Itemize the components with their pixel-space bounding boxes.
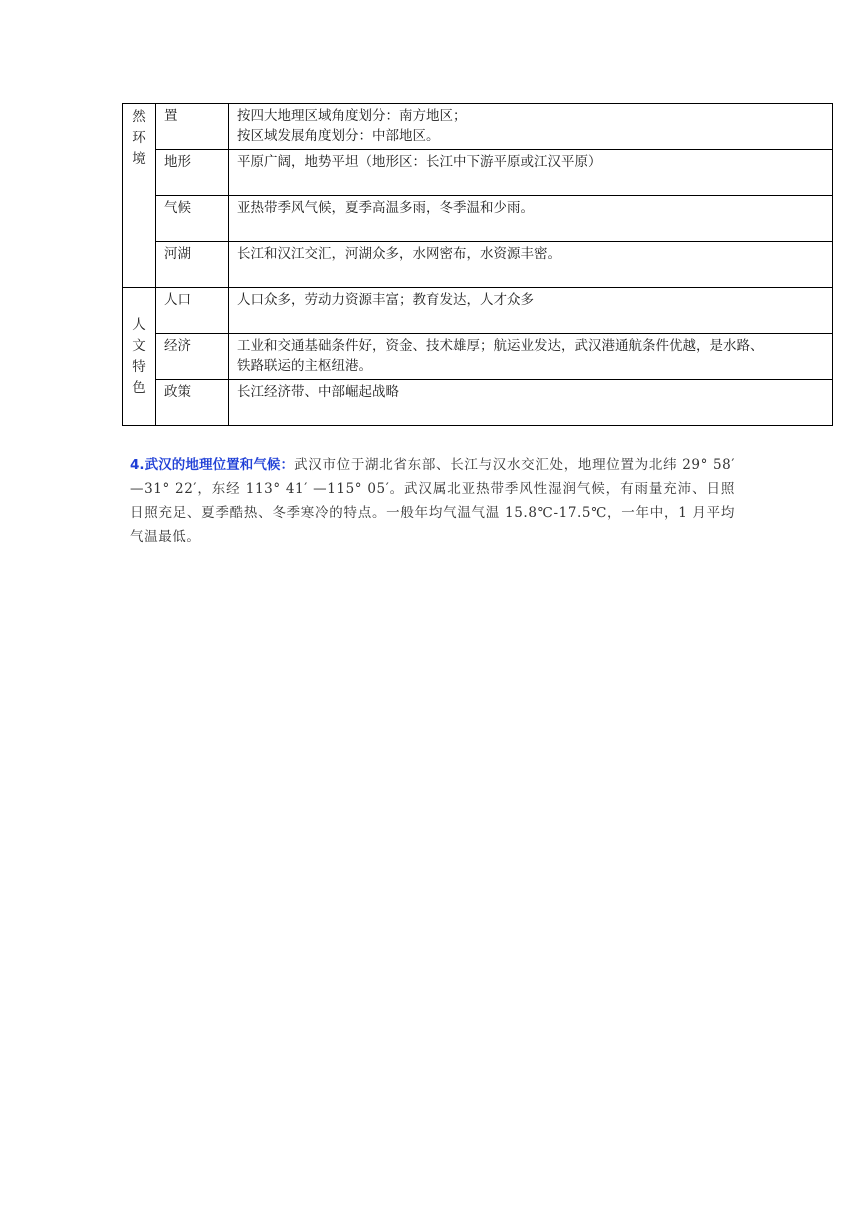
row-description xyxy=(229,104,833,150)
category-char: 境 xyxy=(132,151,146,167)
category-natural-environment xyxy=(123,104,156,288)
category-char: 然 xyxy=(132,109,146,125)
description-line: 按四大地理区域角度划分：南方地区； xyxy=(237,108,467,124)
category-char: 特 xyxy=(132,358,146,375)
description-line: 平原广阔，地势平坦（地形区：长江中下游平原或江汉平原） xyxy=(237,154,602,170)
category-char: 色 xyxy=(132,379,146,396)
category-char: 环 xyxy=(132,130,146,146)
description-line: 工业和交通基础条件好，资金、技术雄厚；航运业发达，武汉港通航条件优越，是水路、 xyxy=(237,338,764,354)
row-label: 置 xyxy=(156,104,229,150)
row-label: 地形 xyxy=(156,150,229,196)
row-description xyxy=(229,334,833,380)
row-label: 经济 xyxy=(156,334,229,380)
wuhan-location-climate-paragraph xyxy=(130,453,735,549)
table-row xyxy=(123,196,833,242)
description-line: 按区域发展角度划分：中部地区。 xyxy=(237,128,440,144)
description-line: 亚热带季风气候，夏季高温多雨，冬季温和少雨。 xyxy=(237,200,534,216)
category-human-features xyxy=(123,288,156,426)
table-row xyxy=(123,288,833,334)
table-row xyxy=(123,380,833,426)
row-description xyxy=(229,288,833,334)
table-row xyxy=(123,242,833,288)
geography-table xyxy=(122,103,833,426)
row-label: 政策 xyxy=(156,380,229,426)
row-description xyxy=(229,380,833,426)
table-row xyxy=(123,334,833,380)
category-char: 文 xyxy=(132,337,146,354)
description-line: 人口众多，劳动力资源丰富；教育发达，人才众多 xyxy=(237,292,534,308)
row-description xyxy=(229,150,833,196)
row-description xyxy=(229,196,833,242)
row-description xyxy=(229,242,833,288)
row-label: 人口 xyxy=(156,288,229,334)
category-char: 人 xyxy=(132,316,146,333)
paragraph-heading: 4.武汉的地理位置和气候： xyxy=(130,457,295,473)
description-line: 长江经济带、中部崛起战略 xyxy=(237,384,399,400)
row-label: 河湖 xyxy=(156,242,229,288)
paragraph-body: 武汉市位于湖北省东部、长江与汉水交汇处，地理位置为北纬 29° 58′ —31° 22′，东经 113° 41′ —115° 05′。武汉属北亚热带季风性湿润气候，有雨量充沛、日照日照充足、夏季酷热、冬季寒冷的特点。一般年均气温气温 15.8℃-17.5℃，一年中，1 月平均气温最低。 xyxy=(130,457,735,545)
table-row xyxy=(123,150,833,196)
description-line: 铁路联运的主枢纽港。 xyxy=(237,358,372,374)
table-row xyxy=(123,104,833,150)
row-label: 气候 xyxy=(156,196,229,242)
description-line: 长江和汉江交汇，河湖众多，水网密布，水资源丰密。 xyxy=(237,246,561,262)
